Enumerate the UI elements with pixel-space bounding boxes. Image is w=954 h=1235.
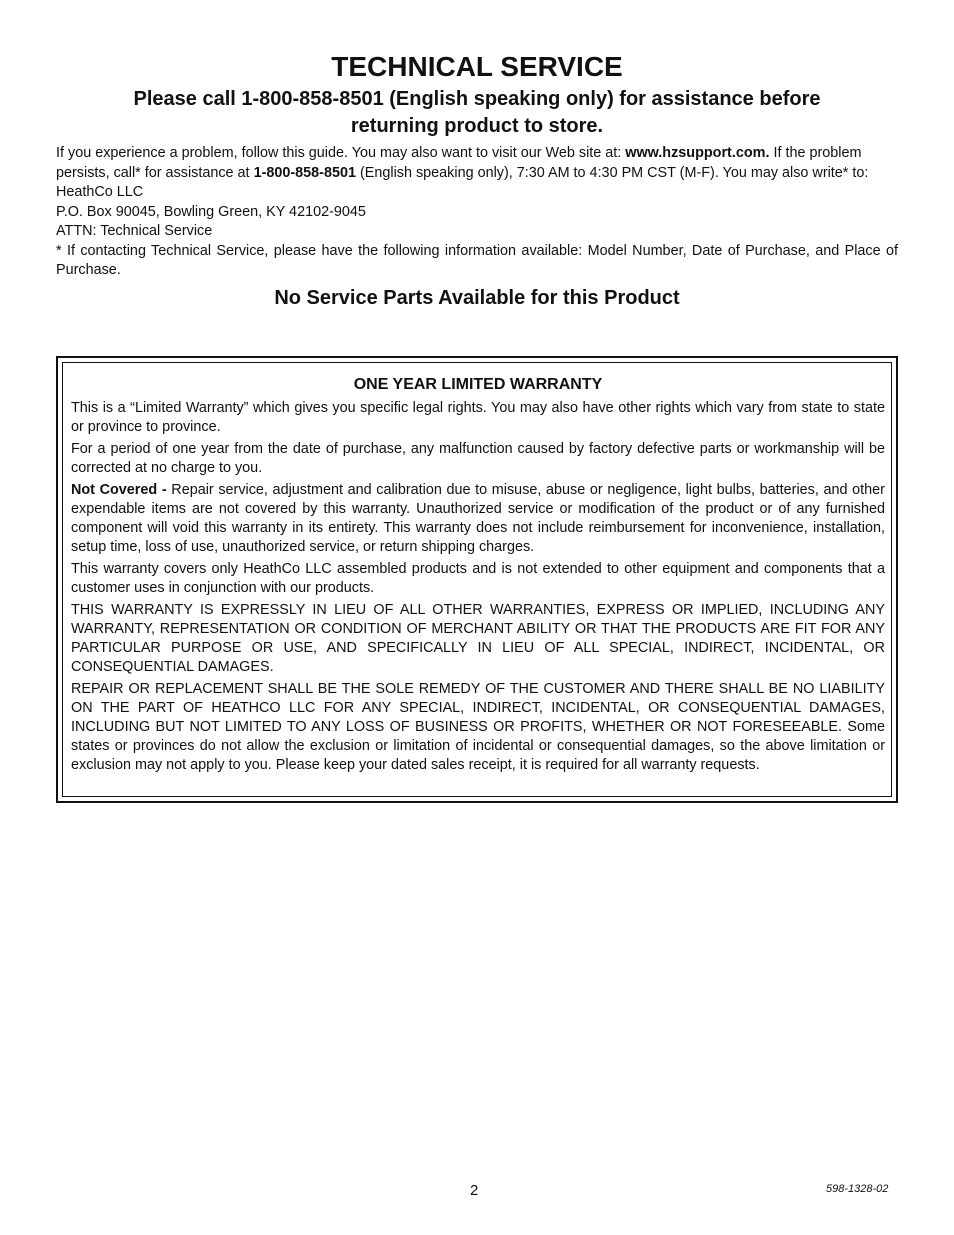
phone-number: 1-800-858-8501 — [253, 164, 356, 181]
intro-text-c: (English speaking only), — [355, 164, 513, 181]
intro-text-a: If you experience a problem, follow this guide. You may also want to visit our Web site at: — [56, 145, 626, 161]
warranty-paragraph-4: This warranty covers only HeathCo LLC assembled products and is not extended to other equipment and components that a customer uses in conjunction with our products. — [71, 561, 885, 596]
subtitle — [56, 86, 898, 140]
not-covered-text: Repair service, adjustment and calibration due to misuse, abuse or negligence, light bulbs, batteries, and other expendable items are not covered by this warranty. Unauthorized service or modification of the product or of any furnished component will void this warranty in its entirety. This warranty does not include reimbursement for inconvenience, installation, setup time, loss of use, unauthorized service, or return shipping charges. — [71, 482, 885, 555]
not-covered-label: Not Covered - — [71, 482, 172, 498]
warranty-paragraph-6: REPAIR OR REPLACEMENT SHALL BE THE SOLE REMEDY OF THE CUSTOMER AND THERE SHALL BE NO LIABILITY ON THE PART OF HEATHCO LLC FOR ANY SPECIAL, INDIRECT, INCIDENTAL, OR CONSEQUENTIAL DAMAGES, INCLUDING BUT NOT LIMITED TO ANY LOSS OF BUSINESS OR PROFITS, WHETHER OR NOT FORESEEABLE. Some states or provinces do not allow the exclusion or limitation of incidental or consequential damages, so the above limitation or exclusion may not apply to you. Please keep your dated sales receipt, it is required for all warranty requests. — [71, 681, 885, 773]
warranty-paragraph-2: For a period of one year from the date of purchase, any malfunction caused by factory defective parts or workmanship will be corrected at no charge to you. — [71, 441, 885, 476]
intro-text-d: 7:30 AM to 4:30 PM CST (M-F). You may also write* to: — [512, 164, 869, 181]
subtitle-line-2: returning product to store. — [350, 115, 604, 137]
address-line-3: ATTN: Technical Service — [56, 223, 213, 239]
intro-text-b: If the problem persists, call* for assistance at — [56, 145, 862, 181]
page-number: 2 — [470, 1182, 479, 1199]
subtitle-line-1: Please call 1-800-858-8501 (English speaking only) for assistance before — [133, 88, 821, 110]
address-line-2: P.O. Box 90045, Bowling Green, KY 42102-9045 — [56, 203, 366, 220]
website-link[interactable]: www.hzsupport.com. — [625, 145, 770, 161]
warranty-title: ONE YEAR LIMITED WARRANTY — [353, 376, 603, 393]
warranty-paragraph-1: This is a “Limited Warranty” which gives you specific legal rights. You may also have other rights which vary from state to state or province to province. — [71, 400, 885, 435]
document-code: 598-1328-02 — [826, 1183, 889, 1195]
contact-note: * If contacting Technical Service, please have the following information available: Model Number, Date of Purchase, and Place of Purchase. — [56, 242, 898, 278]
page-content — [56, 50, 898, 311]
warranty-inner-border — [62, 362, 892, 797]
page-title: TECHNICAL SERVICE — [331, 51, 623, 82]
warranty-paragraph-5: THIS WARRANTY IS EXPRESSLY IN LIEU OF ALL OTHER WARRANTIES, EXPRESS OR IMPLIED, INCLUDING ANY WARRANTY, REPRESENTATION OR CONDITION OF MERCHANT ABILITY OR THAT THE PRODUCTS ARE FIT FOR ANY PARTICULAR PURPOSE OR USE, AND SPECIFICALLY IN LIEU OF ALL SPECIAL, INDIRECT, INCIDENTAL, OR CONSEQUENTIAL DAMAGES. — [71, 602, 885, 675]
warranty-paragraph-3 — [71, 481, 885, 557]
no-service-parts-heading: No Service Parts Available for this Product — [274, 286, 680, 309]
intro-paragraph — [56, 144, 898, 183]
address-line-1: HeathCo LLC — [56, 184, 144, 200]
warranty-box — [56, 356, 898, 803]
